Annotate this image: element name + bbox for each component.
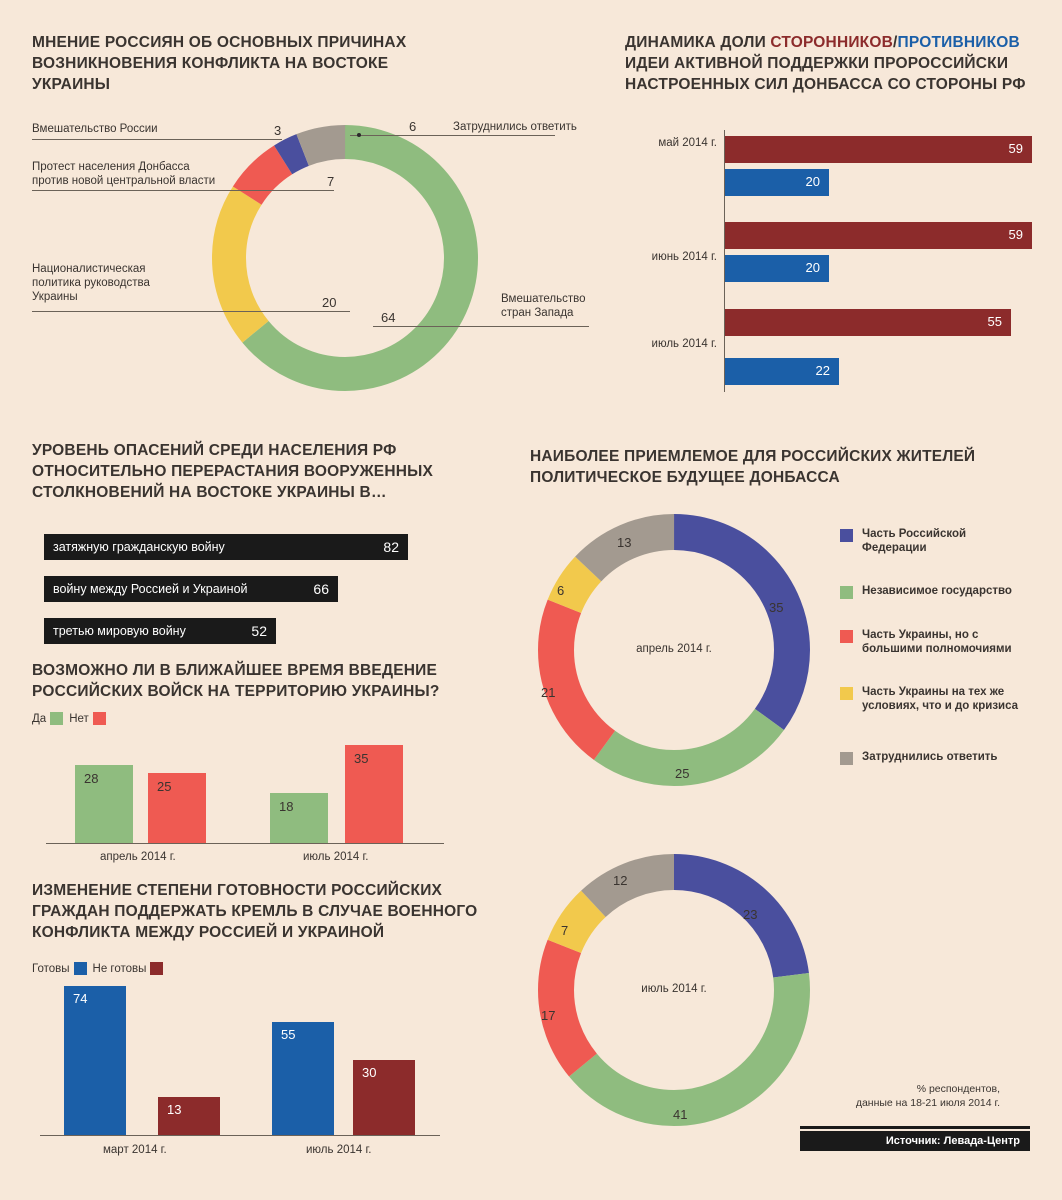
bar-opponents-may-value: 20 bbox=[805, 174, 820, 189]
legend-label-hard: Затруднились ответить bbox=[862, 751, 998, 763]
footer-source: Источник: Левада-Центр bbox=[800, 1131, 1030, 1151]
fear-row-ruua bbox=[44, 576, 338, 602]
bar-kremlin-ready-march bbox=[64, 986, 126, 1135]
bar-kremlin-ready-july-value: 55 bbox=[281, 1027, 296, 1042]
troops-legend-no-swatch bbox=[93, 712, 106, 725]
bar-troops-no-july bbox=[345, 745, 403, 843]
label-russia-intervention: Вмешательство России bbox=[32, 123, 158, 135]
panel-troops bbox=[32, 660, 472, 702]
troops-legend bbox=[32, 712, 112, 725]
bar-troops-no-april bbox=[148, 773, 206, 843]
legend-swatch-autonomy bbox=[840, 630, 853, 643]
kremlin-cat-july: июль 2014 г. bbox=[306, 1144, 372, 1156]
fear-label-civilwar: затяжную гражданскую войну bbox=[53, 540, 225, 554]
fear-row-worldwar bbox=[44, 618, 276, 644]
future-donut-april-center-label: апрель 2014 г. bbox=[636, 643, 712, 655]
legend-swatch-status-quo bbox=[840, 687, 853, 700]
panel-dynamics-title bbox=[625, 32, 1045, 95]
causes-donut-svg bbox=[205, 118, 485, 398]
kremlin-axis bbox=[40, 1135, 440, 1136]
legend-swatch-independent bbox=[840, 586, 853, 599]
dynamics-title-opponents: ПРОТИВНИКОВ bbox=[897, 34, 1020, 51]
dynamics-title-sep: / bbox=[893, 34, 898, 51]
bar-kremlin-notready-march bbox=[158, 1097, 220, 1135]
dynamics-label-july: июль 2014 г. bbox=[651, 338, 717, 350]
july-value-hard: 12 bbox=[613, 873, 628, 888]
april-value-independent: 25 bbox=[675, 766, 690, 781]
legend-label-status-quo: Часть Украины на тех же условиях, что и до кризиса bbox=[862, 686, 1019, 712]
kremlin-legend bbox=[32, 962, 169, 975]
troops-cat-july: июль 2014 г. bbox=[303, 851, 369, 863]
legend-label-rf: Часть Российской Федерации bbox=[862, 528, 967, 554]
bar-opponents-may bbox=[725, 169, 829, 196]
dynamics-axis bbox=[724, 130, 725, 392]
panel-fears bbox=[32, 440, 452, 503]
footer-rule bbox=[800, 1126, 1030, 1129]
leader-dot bbox=[357, 133, 361, 137]
bar-troops-yes-july bbox=[270, 793, 328, 843]
legend-item-autonomy bbox=[840, 629, 1030, 656]
kremlin-legend-ready-label: Готовы bbox=[32, 962, 70, 975]
fear-value-ruua: 66 bbox=[313, 581, 329, 597]
july-value-status-quo: 7 bbox=[561, 923, 569, 938]
label-west-1: Вмешательство bbox=[501, 293, 586, 305]
bar-supporters-july bbox=[725, 309, 1011, 336]
july-value-independent: 41 bbox=[673, 1107, 688, 1122]
leader-line-3 bbox=[32, 311, 350, 312]
bar-opponents-july bbox=[725, 358, 839, 385]
troops-legend-yes-swatch bbox=[50, 712, 63, 725]
bar-opponents-july-value: 22 bbox=[815, 363, 830, 378]
bar-kremlin-notready-march-value: 13 bbox=[167, 1102, 182, 1117]
dynamics-title-line3: НАСТРОЕННЫХ СИЛ ДОНБАССА СО СТОРОНЫ РФ bbox=[625, 76, 1026, 93]
label-west-2: стран Запада bbox=[501, 307, 574, 319]
panel-causes-title: МНЕНИЕ РОССИЯН ОБ ОСНОВНЫХ ПРИЧИНАХ ВОЗНИКНОВЕНИЯ КОНФЛИКТА НА ВОСТОКЕ УКРАИНЫ bbox=[32, 34, 407, 93]
legend-item-independent bbox=[840, 585, 1030, 599]
panel-dynamics bbox=[625, 32, 1045, 95]
fear-label-worldwar: третью мировую войну bbox=[53, 624, 186, 638]
footer-note-2: данные на 18-21 июля 2014 г. bbox=[855, 1097, 1000, 1109]
value-protest: 7 bbox=[327, 174, 335, 189]
dynamics-title-line2: ИДЕИ АКТИВНОЙ ПОДДЕРЖКИ ПРОРОССИЙСКИ bbox=[625, 55, 1009, 72]
value-hard-answer: 6 bbox=[409, 119, 417, 134]
april-value-hard: 13 bbox=[617, 535, 632, 550]
panel-kremlin-title: ИЗМЕНЕНИЕ СТЕПЕНИ ГОТОВНОСТИ РОССИЙСКИХ ГРАЖДАН ПОДДЕРЖАТЬ КРЕМЛЬ В СЛУЧАЕ ВОЕННОГО КОНФЛИКТА МЕЖДУ РОССИЕЙ И УКРАИНОЙ bbox=[32, 882, 478, 941]
value-nationalist: 20 bbox=[322, 295, 337, 310]
panel-causes bbox=[32, 32, 592, 95]
troops-cat-april: апрель 2014 г. bbox=[100, 851, 176, 863]
legend-item-hard bbox=[840, 751, 1030, 765]
troops-legend-yes-label: Да bbox=[32, 712, 47, 725]
future-donut-july-center-label: июль 2014 г. bbox=[641, 983, 707, 995]
kremlin-legend-notready-label: Не готовы bbox=[92, 962, 147, 975]
bar-supporters-may-value: 59 bbox=[1008, 141, 1023, 156]
value-russia-intervention: 3 bbox=[274, 123, 282, 138]
bar-troops-yes-april-value: 28 bbox=[84, 771, 99, 786]
label-protest-2: против новой центральной власти bbox=[32, 175, 216, 187]
bar-kremlin-ready-march-value: 74 bbox=[73, 991, 88, 1006]
panel-future bbox=[530, 446, 990, 488]
july-value-autonomy: 17 bbox=[541, 1008, 556, 1023]
legend-item-status-quo bbox=[840, 686, 1030, 713]
label-nationalist-3: Украины bbox=[32, 291, 78, 303]
kremlin-cat-march: март 2014 г. bbox=[103, 1144, 167, 1156]
dynamics-label-june: июнь 2014 г. bbox=[651, 251, 717, 263]
label-nationalist-1: Националистическая bbox=[32, 263, 146, 275]
bar-supporters-june-value: 59 bbox=[1008, 227, 1023, 242]
fear-value-worldwar: 52 bbox=[251, 623, 267, 639]
footer-note-1: % респондентов, bbox=[916, 1083, 1000, 1095]
panel-future-title: НАИБОЛЕЕ ПРИЕМЛЕМОЕ ДЛЯ РОССИЙСКИХ ЖИТЕЛЕЙ ПОЛИТИЧЕСКОЕ БУДУЩЕЕ ДОНБАССА bbox=[530, 448, 976, 486]
bar-opponents-june-value: 20 bbox=[805, 260, 820, 275]
future-donut-april bbox=[529, 505, 819, 800]
leader-line-5 bbox=[373, 326, 589, 327]
panel-troops-title: ВОЗМОЖНО ЛИ В БЛИЖАЙШЕЕ ВРЕМЯ ВВЕДЕНИЕ РОССИЙСКИХ ВОЙСК НА ТЕРРИТОРИЮ УКРАИНЫ? bbox=[32, 662, 440, 700]
panel-kremlin bbox=[32, 880, 492, 943]
bar-supporters-june bbox=[725, 222, 1032, 249]
fear-label-ruua: войну между Россией и Украиной bbox=[53, 582, 248, 596]
dynamics-title-pre: ДИНАМИКА ДОЛИ bbox=[625, 34, 771, 51]
legend-item-rf bbox=[840, 528, 1030, 555]
fear-value-civilwar: 82 bbox=[383, 539, 399, 555]
leader-line-1 bbox=[32, 139, 282, 140]
legend-label-autonomy: Часть Украины, но с большими полномочиями bbox=[862, 629, 1012, 655]
legend-swatch-hard bbox=[840, 752, 853, 765]
leader-line-2 bbox=[32, 190, 334, 191]
april-value-rf: 35 bbox=[769, 600, 784, 615]
april-value-status-quo: 6 bbox=[557, 583, 565, 598]
panel-fears-title: УРОВЕНЬ ОПАСЕНИЙ СРЕДИ НАСЕЛЕНИЯ РФ ОТНОСИТЕЛЬНО ПЕРЕРАСТАНИЯ ВООРУЖЕННЫХ СТОЛКНОВЕНИЙ НА ВОСТОКЕ УКРАИНЫ В… bbox=[32, 442, 434, 501]
label-nationalist-2: политика руководства bbox=[32, 277, 150, 289]
bar-kremlin-notready-july-value: 30 bbox=[362, 1065, 377, 1080]
bar-troops-yes-april bbox=[75, 765, 133, 843]
fear-row-civilwar bbox=[44, 534, 408, 560]
bar-supporters-july-value: 55 bbox=[987, 314, 1002, 329]
bar-supporters-may bbox=[725, 136, 1032, 163]
bar-troops-yes-july-value: 18 bbox=[279, 799, 294, 814]
legend-swatch-rf bbox=[840, 529, 853, 542]
dynamics-title-supporters: СТОРОННИКОВ bbox=[770, 34, 893, 51]
label-hard-answer: Затруднились ответить bbox=[453, 121, 577, 133]
label-protest-1: Протест населения Донбасса bbox=[32, 161, 190, 173]
troops-legend-no-label: Нет bbox=[69, 712, 89, 725]
leader-line-4 bbox=[350, 135, 555, 136]
bar-troops-no-july-value: 35 bbox=[354, 751, 369, 766]
value-west: 64 bbox=[381, 310, 396, 325]
bar-troops-no-april-value: 25 bbox=[157, 779, 172, 794]
kremlin-legend-notready-swatch bbox=[150, 962, 163, 975]
bar-kremlin-ready-july bbox=[272, 1022, 334, 1135]
kremlin-legend-ready-swatch bbox=[74, 962, 87, 975]
troops-axis bbox=[46, 843, 444, 844]
dynamics-label-may: май 2014 г. bbox=[658, 137, 717, 149]
april-value-autonomy: 21 bbox=[541, 685, 556, 700]
causes-donut bbox=[205, 118, 485, 403]
legend-label-independent: Независимое государство bbox=[862, 585, 1012, 597]
july-value-rf: 23 bbox=[743, 907, 758, 922]
future-legend bbox=[840, 528, 1030, 779]
bar-kremlin-notready-july bbox=[353, 1060, 415, 1135]
bar-opponents-june bbox=[725, 255, 829, 282]
